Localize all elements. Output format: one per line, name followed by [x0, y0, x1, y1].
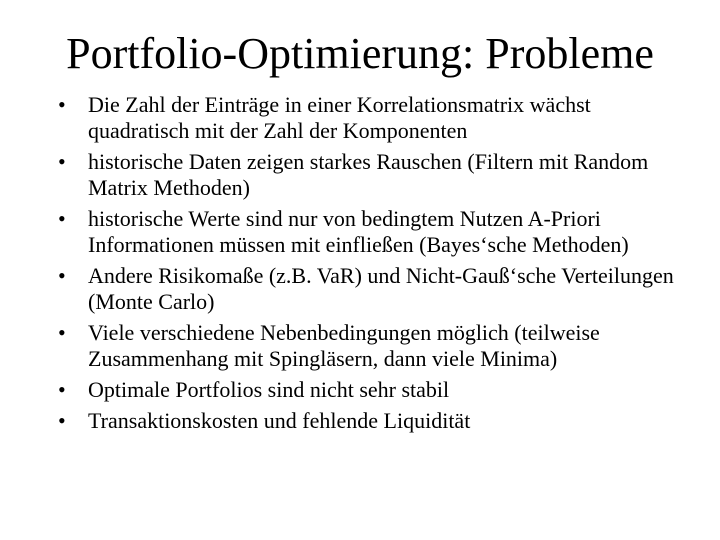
bullet-item: [58, 377, 678, 403]
bullet-item: [58, 149, 678, 201]
bullet-icon: •: [58, 263, 66, 288]
bullet-icon: •: [58, 377, 66, 402]
bullet-icon: •: [58, 206, 66, 231]
bullet-icon: •: [58, 320, 66, 345]
bullet-icon: •: [58, 149, 66, 174]
bullet-text: Viele verschiedene Nebenbedingungen möglich (teilweise Zusammenhang mit Spingläsern, dann viele Minima): [88, 320, 600, 371]
bullet-text: Andere Risikomaße (z.B. VaR) und Nicht-Gauß‘sche Verteilungen (Monte Carlo): [88, 263, 674, 314]
bullet-text: Die Zahl der Einträge in einer Korrelationsmatrix wächst quadratisch mit der Zahl der Komponenten: [88, 92, 591, 143]
bullet-text: historische Daten zeigen starkes Rauschen (Filtern mit Random Matrix Methoden): [88, 149, 649, 200]
bullet-icon: •: [58, 92, 66, 117]
bullet-item: [58, 92, 678, 144]
slide-title: Portfolio-Optimierung: Probleme: [66, 29, 654, 78]
bullet-icon: •: [58, 408, 66, 433]
bullet-text: Optimale Portfolios sind nicht sehr stabil: [88, 377, 450, 402]
bullet-item: [58, 320, 678, 372]
bullet-text: Transaktionskosten und fehlende Liquidität: [88, 408, 471, 433]
bullet-list: [58, 92, 678, 439]
bullet-item: [58, 206, 678, 258]
bullet-item: [58, 263, 678, 315]
bullet-text: historische Werte sind nur von bedingtem Nutzen A-Priori Informationen müssen mit einfließen (Bayes‘sche Methoden): [88, 206, 629, 257]
bullet-item: [58, 408, 678, 434]
